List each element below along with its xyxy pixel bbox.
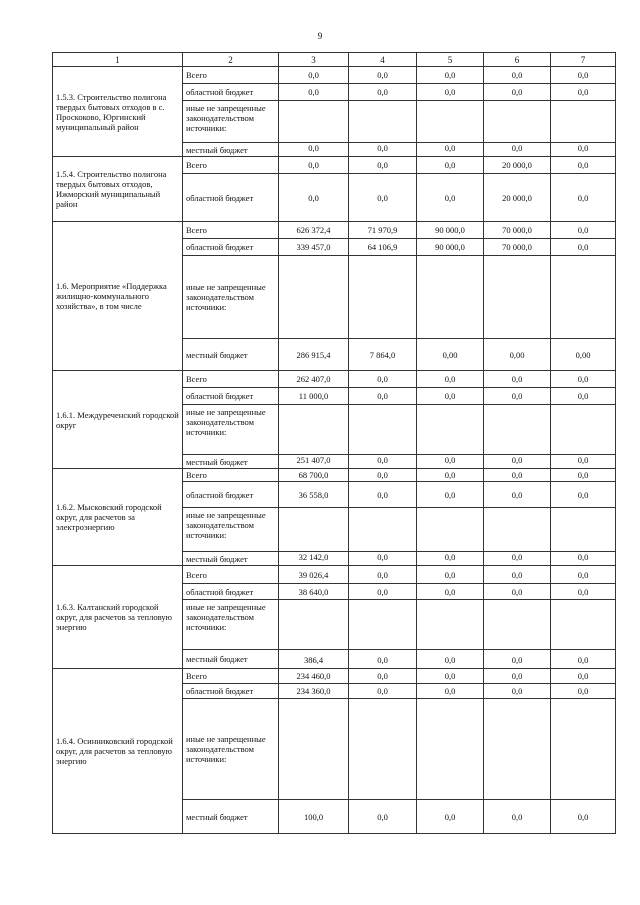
value-cell — [484, 508, 551, 552]
value-cell: 7 864,0 — [349, 339, 417, 371]
funding-source: Всего — [183, 669, 279, 684]
value-cell: 0,0 — [417, 584, 484, 600]
value-cell — [417, 508, 484, 552]
header-cell: 5 — [417, 53, 484, 67]
measure-title: 1.6.1. Междуреченский городской округ — [53, 371, 183, 469]
value-cell: 0,0 — [349, 469, 417, 482]
value-cell: 0,0 — [349, 584, 417, 600]
value-cell: 0,0 — [417, 84, 484, 101]
funding-source: областной бюджет — [183, 584, 279, 600]
value-cell: 0,0 — [349, 143, 417, 157]
funding-source: местный бюджет — [183, 455, 279, 469]
value-cell: 0,0 — [551, 669, 616, 684]
value-cell: 0,0 — [551, 684, 616, 699]
value-cell: 0,0 — [349, 455, 417, 469]
value-cell: 0,0 — [279, 84, 349, 101]
value-cell: 64 106,9 — [349, 239, 417, 256]
value-cell: 0,0 — [484, 482, 551, 508]
value-cell — [279, 256, 349, 339]
value-cell: 0,0 — [349, 371, 417, 388]
value-cell: 68 700,0 — [279, 469, 349, 482]
value-cell: 0,0 — [417, 143, 484, 157]
value-cell: 0,0 — [484, 800, 551, 834]
value-cell — [551, 699, 616, 800]
value-cell: 0,0 — [349, 482, 417, 508]
value-cell: 386,4 — [279, 650, 349, 669]
header-cell: 3 — [279, 53, 349, 67]
value-cell — [484, 101, 551, 143]
value-cell: 0,0 — [349, 566, 417, 584]
value-cell: 0,0 — [551, 650, 616, 669]
value-cell: 71 970,9 — [349, 222, 417, 239]
table-row — [53, 469, 616, 482]
value-cell — [551, 405, 616, 455]
value-cell — [349, 699, 417, 800]
funding-source: местный бюджет — [183, 650, 279, 669]
funding-source: областной бюджет — [183, 84, 279, 101]
value-cell: 262 407,0 — [279, 371, 349, 388]
value-cell: 0,0 — [349, 67, 417, 84]
value-cell: 0,0 — [551, 84, 616, 101]
budget-table — [52, 52, 616, 834]
value-cell: 0,0 — [484, 584, 551, 600]
value-cell: 0,0 — [349, 157, 417, 174]
value-cell: 70 000,0 — [484, 239, 551, 256]
value-cell — [551, 101, 616, 143]
table-row — [53, 371, 616, 388]
measure-title: 1.6. Мероприятие «Поддержка жилищно-коммунального хозяйства», в том числе — [53, 222, 183, 371]
value-cell: 0,0 — [417, 566, 484, 584]
measure-title: 1.5.4. Строительство полигона твердых бытовых отходов, Ижморский муниципальный район — [53, 157, 183, 222]
value-cell: 0,0 — [484, 684, 551, 699]
measure-title: 1.6.4. Осинниковский городской округ, для расчетов за тепловую энергию — [53, 669, 183, 834]
value-cell: 0,0 — [417, 455, 484, 469]
value-cell: 0,0 — [551, 584, 616, 600]
value-cell: 0,00 — [417, 339, 484, 371]
value-cell: 0,0 — [279, 143, 349, 157]
value-cell: 0,0 — [484, 469, 551, 482]
value-cell: 0,0 — [551, 455, 616, 469]
value-cell — [417, 101, 484, 143]
funding-source: Всего — [183, 566, 279, 584]
value-cell — [551, 600, 616, 650]
value-cell: 20 000,0 — [484, 157, 551, 174]
value-cell — [279, 600, 349, 650]
value-cell: 0,0 — [349, 174, 417, 222]
value-cell: 0,0 — [417, 552, 484, 566]
value-cell: 0,0 — [417, 469, 484, 482]
value-cell: 0,0 — [484, 67, 551, 84]
value-cell: 0,0 — [484, 84, 551, 101]
measure-title: 1.5.3. Строительство полигона твердых бытовых отходов в с. Проскоково, Юргинский муниципальный район — [53, 67, 183, 157]
measure-title: 1.6.3. Калтанский городской округ, для расчетов за тепловую энергию — [53, 566, 183, 669]
value-cell: 0,0 — [551, 157, 616, 174]
value-cell: 234 460,0 — [279, 669, 349, 684]
funding-source: Всего — [183, 469, 279, 482]
value-cell: 0,0 — [551, 388, 616, 405]
value-cell — [484, 699, 551, 800]
measure-title: 1.6.2. Мысковский городской округ, для расчетов за электроэнергию — [53, 469, 183, 566]
value-cell: 36 558,0 — [279, 482, 349, 508]
value-cell: 0,0 — [417, 174, 484, 222]
value-cell: 70 000,0 — [484, 222, 551, 239]
value-cell: 11 000,0 — [279, 388, 349, 405]
funding-source: Всего — [183, 371, 279, 388]
value-cell — [551, 256, 616, 339]
funding-source: областной бюджет — [183, 482, 279, 508]
value-cell: 0,0 — [551, 371, 616, 388]
value-cell: 0,0 — [279, 67, 349, 84]
value-cell — [349, 508, 417, 552]
table-row — [53, 67, 616, 84]
funding-source: Всего — [183, 67, 279, 84]
value-cell: 0,0 — [349, 684, 417, 699]
value-cell — [551, 508, 616, 552]
funding-source: областной бюджет — [183, 388, 279, 405]
value-cell: 0,0 — [417, 371, 484, 388]
value-cell: 0,0 — [279, 174, 349, 222]
funding-source: местный бюджет — [183, 339, 279, 371]
value-cell: 0,0 — [417, 482, 484, 508]
value-cell — [417, 699, 484, 800]
value-cell: 0,0 — [551, 222, 616, 239]
value-cell: 0,0 — [484, 566, 551, 584]
value-cell: 0,0 — [484, 143, 551, 157]
value-cell: 39 026,4 — [279, 566, 349, 584]
value-cell: 0,0 — [349, 552, 417, 566]
table-row — [53, 669, 616, 684]
value-cell: 0,0 — [349, 650, 417, 669]
value-cell: 0,0 — [551, 566, 616, 584]
funding-source: областной бюджет — [183, 174, 279, 222]
table-row — [53, 222, 616, 239]
funding-source: местный бюджет — [183, 552, 279, 566]
value-cell: 90 000,0 — [417, 239, 484, 256]
value-cell — [349, 256, 417, 339]
value-cell: 234 360,0 — [279, 684, 349, 699]
funding-source: иные не запрещенные законодательством источники: — [183, 600, 279, 650]
value-cell: 626 372,4 — [279, 222, 349, 239]
value-cell: 90 000,0 — [417, 222, 484, 239]
header-cell: 7 — [551, 53, 616, 67]
value-cell: 0,0 — [551, 552, 616, 566]
value-cell — [349, 405, 417, 455]
value-cell: 0,0 — [484, 388, 551, 405]
value-cell — [279, 101, 349, 143]
value-cell: 286 915,4 — [279, 339, 349, 371]
value-cell: 0,0 — [484, 650, 551, 669]
value-cell: 0,0 — [551, 174, 616, 222]
value-cell: 0,0 — [349, 388, 417, 405]
value-cell — [484, 600, 551, 650]
value-cell — [484, 405, 551, 455]
value-cell: 32 142,0 — [279, 552, 349, 566]
value-cell: 0,0 — [349, 669, 417, 684]
funding-source: местный бюджет — [183, 800, 279, 834]
value-cell: 0,0 — [551, 67, 616, 84]
funding-source: иные не запрещенные законодательством источники: — [183, 699, 279, 800]
value-cell: 0,0 — [551, 469, 616, 482]
value-cell — [279, 508, 349, 552]
value-cell: 0,0 — [417, 67, 484, 84]
funding-source: иные не запрещенные законодательством источники: — [183, 101, 279, 143]
funding-source: местный бюджет — [183, 143, 279, 157]
value-cell: 0,0 — [349, 800, 417, 834]
value-cell: 0,0 — [484, 669, 551, 684]
value-cell — [349, 101, 417, 143]
value-cell: 0,0 — [551, 482, 616, 508]
value-cell: 38 640,0 — [279, 584, 349, 600]
value-cell: 0,0 — [551, 239, 616, 256]
value-cell — [417, 600, 484, 650]
value-cell: 339 457,0 — [279, 239, 349, 256]
header-row — [53, 53, 616, 67]
header-cell: 2 — [183, 53, 279, 67]
funding-source: областной бюджет — [183, 239, 279, 256]
value-cell: 20 000,0 — [484, 174, 551, 222]
value-cell: 0,0 — [484, 552, 551, 566]
value-cell — [279, 405, 349, 455]
funding-source: областной бюджет — [183, 684, 279, 699]
table-row — [53, 157, 616, 174]
page-number: 9 — [317, 31, 323, 41]
value-cell: 0,0 — [551, 800, 616, 834]
funding-source: иные не запрещенные законодательством источники: — [183, 508, 279, 552]
value-cell — [484, 256, 551, 339]
value-cell: 100,0 — [279, 800, 349, 834]
value-cell: 0,0 — [417, 650, 484, 669]
value-cell: 0,00 — [484, 339, 551, 371]
header-cell: 4 — [349, 53, 417, 67]
funding-source: Всего — [183, 222, 279, 239]
value-cell — [349, 600, 417, 650]
value-cell: 0,0 — [417, 157, 484, 174]
value-cell: 0,0 — [551, 143, 616, 157]
value-cell — [417, 405, 484, 455]
value-cell — [417, 256, 484, 339]
header-cell: 6 — [484, 53, 551, 67]
value-cell: 0,00 — [551, 339, 616, 371]
header-cell: 1 — [53, 53, 183, 67]
value-cell — [279, 699, 349, 800]
value-cell: 0,0 — [349, 84, 417, 101]
value-cell: 0,0 — [484, 371, 551, 388]
value-cell: 0,0 — [417, 669, 484, 684]
funding-source: Всего — [183, 157, 279, 174]
value-cell: 0,0 — [279, 157, 349, 174]
value-cell: 0,0 — [417, 684, 484, 699]
table-row — [53, 566, 616, 584]
funding-source: иные не запрещенные законодательством источники: — [183, 256, 279, 339]
value-cell: 0,0 — [417, 800, 484, 834]
value-cell: 251 407,0 — [279, 455, 349, 469]
value-cell: 0,0 — [484, 455, 551, 469]
funding-source: иные не запрещенные законодательством источники: — [183, 405, 279, 455]
value-cell: 0,0 — [417, 388, 484, 405]
